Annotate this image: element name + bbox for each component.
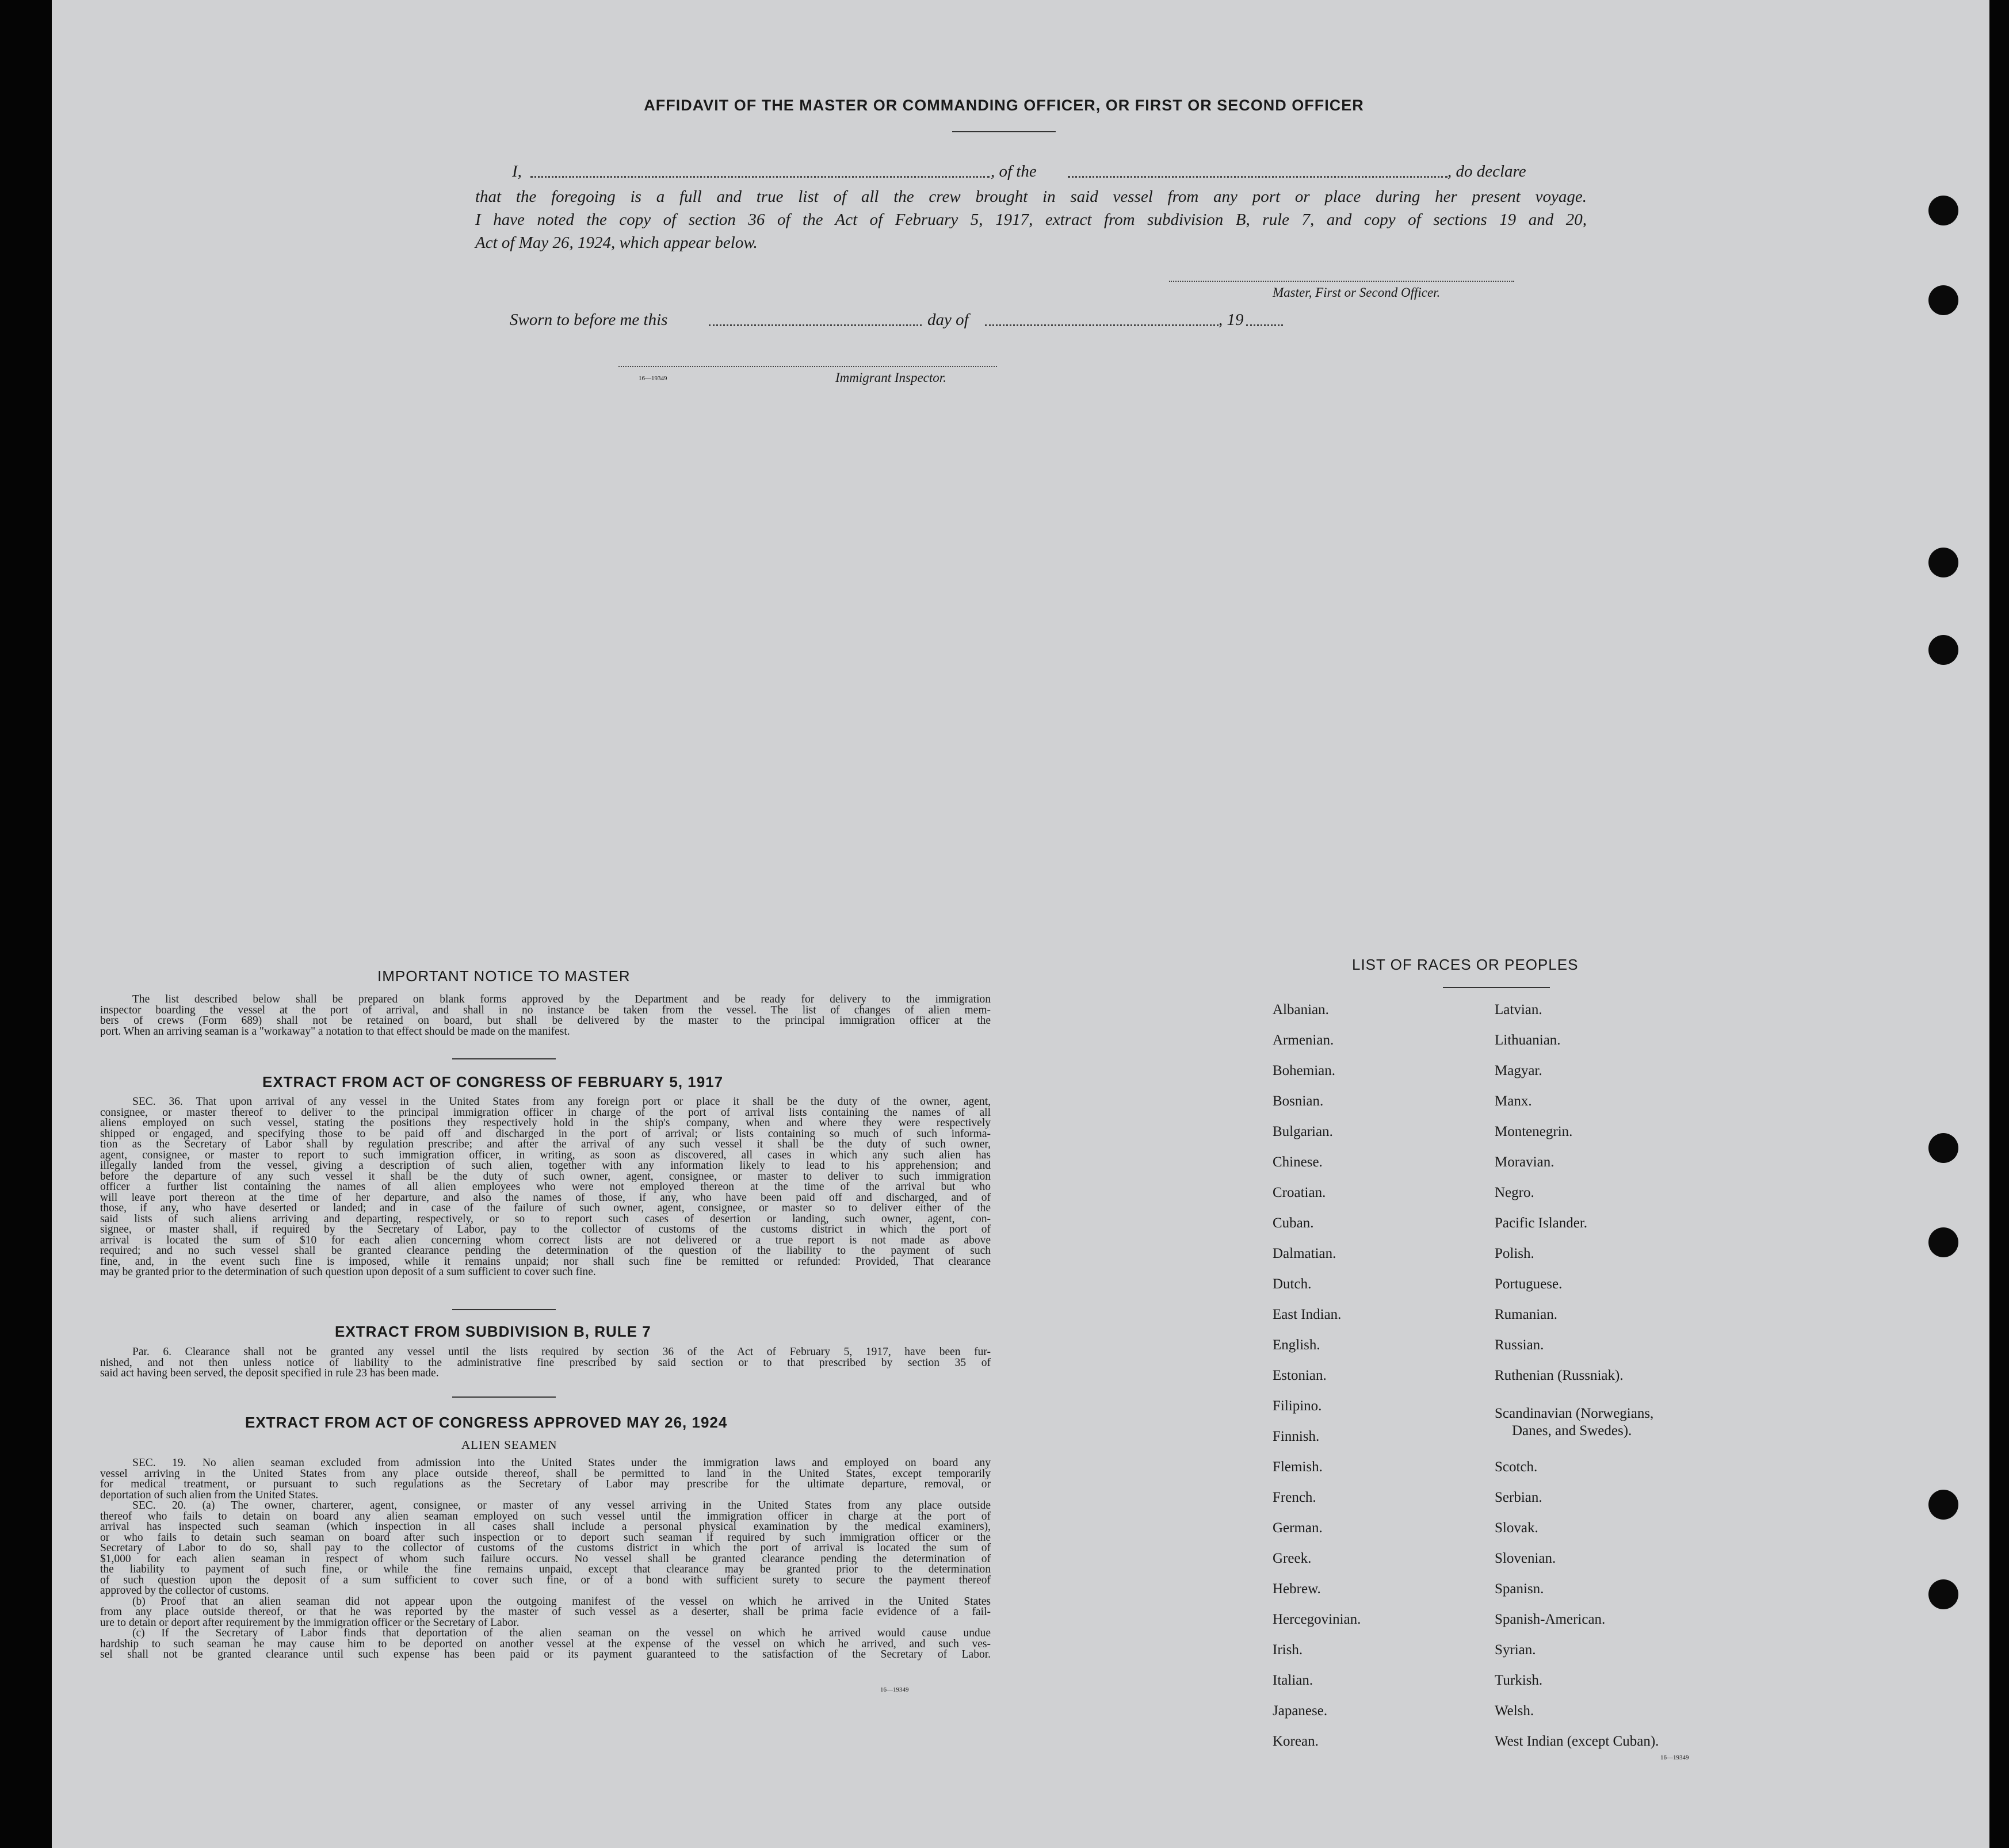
document-page [52,0,1989,1848]
affidavit-line-2: that the foregoing is a full and true list of all the crew brought in said vessel from any port or place during her present voyage. [475,188,1587,206]
text-line: said act having been served, the deposit specified in rule 23 has been made. [100,1368,439,1379]
race-item: Irish. [1273,1642,1303,1658]
text-line: agent, consignee, or master to report to such immigration officer, in writing, as soon as discovered, all cases in which any such alien has [100,1150,991,1161]
text-line: arrival is located the sum of $10 for each alien concerning whom correct lists are not delivered or a true report is not made as above [100,1235,991,1246]
races-form-number: 16—19349 [1660,1754,1689,1761]
text-line: nished, and not then unless notice of liability to the administrative fine prescribed by said section or to that prescribed by section 35 of [100,1357,991,1368]
vessel-blank [1068,176,1447,178]
text-line: SEC. 36. That upon arrival of any vessel in the United States from any foreign port or place it shall be the duty of the owner, agent, [132,1097,991,1108]
sworn-line [510,311,1344,334]
race-item: Montenegrin. [1495,1124,1573,1139]
rule7-title: EXTRACT FROM SUBDIVISION B, RULE 7 [335,1323,651,1340]
text-line: before the departure of any such vessel it shall be the duty of such owner, agent, consignee, or master to deliver to such immigration [100,1171,991,1182]
text-line: sel shall not be granted clearance until such expense has been paid or its payment guaranteed to the satisfaction of the Secretary of Labor. [100,1650,991,1660]
race-item: Chinese. [1273,1154,1323,1170]
affidavit-title-rule [952,131,1056,132]
race-item: Italian. [1273,1673,1313,1688]
race-item: Polish. [1495,1246,1534,1261]
text-line: signee, or master shall, if required by the Secretary of Labor, pay to the collector of customs of the customs district in which the port of [100,1225,991,1235]
race-item: Dutch. [1273,1276,1312,1292]
race-item: Hercegovinian. [1273,1612,1361,1627]
affidavit-line-4: Act of May 26, 1924, which appear below. [475,234,758,252]
race-item: Syrian. [1495,1642,1536,1658]
text-line: those, if any, who have deserted or landed; and in case of the failure of such owner, agent, consignee, or master so to deliver either of the [100,1203,991,1214]
affidavit-i: I, [512,162,522,181]
races-title-rule [1443,987,1550,988]
punch-hole [1928,1227,1958,1257]
race-item: English. [1273,1337,1320,1353]
extract-1924-text [100,1458,991,1660]
race-item: Croatian. [1273,1185,1326,1200]
race-item: Portuguese. [1495,1276,1563,1292]
race-item: Hebrew. [1273,1581,1321,1597]
notice-text [100,994,991,1037]
name-blank [530,176,990,178]
extract-1924-title: EXTRACT FROM ACT OF CONGRESS APPROVED MAY 26, 1924 [245,1414,728,1431]
race-item: Flemish. [1273,1459,1323,1475]
extract-1917-text [100,1097,991,1278]
text-line: required; and no such vessel shall be granted clearance pending the determination of the question of the liability to the payment of such [100,1246,991,1257]
race-item: Turkish. [1495,1673,1543,1688]
notice-title: IMPORTANT NOTICE TO MASTER [377,967,631,985]
affidavit-do-declare: , do declare [1447,162,1526,181]
race-item: Danes, and Swedes). [1512,1423,1632,1438]
punch-hole [1928,1579,1958,1609]
race-item: Moravian. [1495,1154,1555,1170]
text-line: SEC. 19. No alien seaman excluded from admission into the United States under the immigration laws and employed on board any [132,1458,991,1469]
text-line: aliens employed on such vessel, stating the positions they respectively hold in the ship's company, when and where they were respectively [100,1118,991,1129]
text-line: vessel arriving in the United States from any place outside thereof, shall be permitted to land in the United States, except temporarily [100,1468,991,1479]
race-item: Finnish. [1273,1429,1320,1444]
text-line: illegally landed from the vessel, giving a description of such alien, together with any information likely to lead to his apprehension; and [100,1161,991,1172]
race-item: Estonian. [1273,1368,1327,1383]
extract-1924-form-number: 16—19349 [880,1686,909,1693]
race-item: German. [1273,1520,1323,1536]
text-line: hardship to such seaman he may cause him to be deported on another vessel at the expense of the vessel on which he arrived, and such ves- [100,1639,991,1650]
race-item: Slovenian. [1495,1551,1556,1566]
master-signature-line [1169,281,1514,282]
month-blank [985,324,1219,326]
race-item: Spanisn. [1495,1581,1544,1597]
race-item: Pacific Islander. [1495,1215,1588,1231]
text-line: deportation of such alien from the United States. [100,1490,319,1501]
race-item: Ruthenian (Russniak). [1495,1368,1624,1383]
punch-hole [1928,635,1958,665]
text-line: for medical treatment, or pursuant to such regulations as the Secretary of Labor may prescribe for the ultimate departure, removal, or [100,1479,991,1490]
affidavit-of-the: , of the [991,162,1037,181]
race-item: Lithuanian. [1495,1032,1561,1048]
race-item: Magyar. [1495,1063,1542,1078]
race-item: Cuban. [1273,1215,1314,1231]
text-line: said lists of such aliens arriving and departing, respectively, or so to report such cases of desertion or landing, such owner, agent, con- [100,1214,991,1225]
rule7-text [100,1347,991,1379]
race-item: Welsh. [1495,1703,1534,1719]
text-line: Par. 6. Clearance shall not be granted any vessel until the lists required by section 36 of the Act of February 5, 1917, have been fur- [132,1347,991,1358]
race-item: Japanese. [1273,1703,1328,1719]
race-item: Albanian. [1273,1002,1329,1017]
race-item: West Indian (except Cuban). [1495,1734,1659,1749]
race-item: Armenian. [1273,1032,1334,1048]
text-line: (c) If the Secretary of Labor finds that deportation of the alien seaman on the vessel on which he arrived would cause undue [132,1628,991,1639]
inspector-label: Immigrant Inspector. [835,370,946,385]
text-line: consignee, or master thereof to deliver to the principal immigration officer in charge of the port of arrival lists containing the names of all [100,1107,991,1118]
race-item: Slovak. [1495,1520,1538,1536]
punch-hole [1928,285,1958,315]
text-line: tion as the Secretary of Labor shall by regulation prescribe; and after the arrival of any such vessel it shall be the duty of such owner, [100,1139,991,1150]
race-item: Greek. [1273,1551,1312,1566]
text-line: fine, and, in the event such fine is imposed, while it remains unpaid; nor shall such fine be remitted or refunded: Provided, That clearance [100,1256,991,1267]
text-line: the liability to payment of such fine, or while the fine remains unpaid, except that clearance may be granted prior to the determination [100,1564,991,1575]
year-blank [1246,324,1283,326]
inspector-signature-line [618,366,997,367]
race-item: East Indian. [1273,1307,1342,1322]
punch-hole [1928,196,1958,225]
races-title: LIST OF RACES OR PEOPLES [1352,956,1579,973]
punch-hole [1928,1490,1958,1520]
race-item: Bohemian. [1273,1063,1336,1078]
text-line: $1,000 for each alien seaman in respect of whom such failure occurs. No vessel shall be granted clearance pending the determination of [100,1554,991,1564]
extract-1924-subtitle: ALIEN SEAMEN [461,1438,557,1452]
text-line: shipped or engaged, and specifying those to be paid off and discharged in the port of arrival; or lists containing so much of such informa- [100,1128,991,1139]
race-item: Dalmatian. [1273,1246,1336,1261]
race-item: Filipino. [1273,1398,1322,1414]
text-line: officer a further list containing the names of all alien employees who were not employed thereon at the time of the arrival but who [100,1182,991,1193]
text-line: will leave port thereon at the time of her departure, and also the names of those, if any, who have been paid off and discharged, and of [100,1192,991,1203]
sworn-day-blank [709,324,922,326]
day-of-text: day of [927,311,969,329]
rule7-rule [452,1396,556,1398]
race-item: Manx. [1495,1093,1532,1109]
text-line: ure to detain or deport after requirement by the immigration officer or the Secretary of Labor. [100,1617,520,1628]
race-item: Scandinavian (Norwegians, [1495,1406,1654,1421]
extract-1917-rule [452,1309,556,1310]
race-item: Scotch. [1495,1459,1538,1475]
master-signature-label: Master, First or Second Officer. [1273,285,1441,300]
affidavit-title: AFFIDAVIT OF THE MASTER OR COMMANDING OFFICER, OR FIRST OR SECOND OFFICER [644,97,1364,114]
text-line: thereof who fails to detain on board any alien seaman employed on such vessel until the immigration officer in charge at the port of [100,1511,991,1522]
affidavit-form-number: 16—19349 [639,375,667,382]
race-item: Russian. [1495,1337,1544,1353]
text-line: arrival has inspected such seaman (which inspection in all cases shall include a personal physical examination by the medical examiners), [100,1522,991,1533]
race-item: Bulgarian. [1273,1124,1333,1139]
race-item: Negro. [1495,1185,1534,1200]
punch-hole [1928,548,1958,577]
text-line: may be granted prior to the determination of such question upon deposit of a sum sufficient to cover such fine. [100,1267,596,1278]
text-line: port. When an arriving seaman is a "workaway" a notation to that effect should be made on the manifest. [100,1026,570,1037]
text-line: or who fails to detain such seaman on board after such inspection or to deport such seaman if required by such immigration officer or the [100,1532,991,1543]
race-item: French. [1273,1490,1316,1505]
text-line: (b) Proof that an alien seaman did not appear upon the outgoing manifest of the vessel on which he arrived in the United States [132,1596,991,1607]
text-line: The list described below shall be prepared on blank forms approved by the Department and be ready for delivery to the immigration [132,994,991,1005]
text-line: inspector boarding the vessel at the port of arrival, and shall in no instance be taken from the vessel. The list of changes of alien mem- [100,1005,991,1016]
race-item: Korean. [1273,1734,1319,1749]
text-line: Secretary of Labor to do so, shall pay to the collector of customs of the customs district in which the port of arrival is located the sum of [100,1543,991,1554]
text-line: approved by the collector of customs. [100,1586,269,1597]
race-item: Bosnian. [1273,1093,1324,1109]
affidavit-line-3: I have noted the copy of section 36 of the Act of February 5, 1917, extract from subdivision B, rule 7, and copy of sections 19 and 20, [475,211,1587,229]
races-left-column [1273,1002,1474,1761]
text-line: of such question upon the deposit of a sum sufficient to cover such fine, or of a bond with sufficient surety to secure the payment thereof [100,1575,991,1586]
races-right-column [1495,1002,1759,1761]
race-item: Serbian. [1495,1490,1542,1505]
race-item: Latvian. [1495,1002,1542,1017]
race-item: Spanish-American. [1495,1612,1606,1627]
punch-hole [1928,1133,1958,1163]
text-line: from any place outside thereof, or that he was reported by the master of such vessel as a deserter, shall be prima facie evidence of a fail- [100,1607,991,1618]
affidavit-line-1 [512,162,1588,185]
text-line: bers of crews (Form 689) shall not be retained on board, but shall be delivered by the master to the principal immigration officer at the [100,1016,991,1027]
year-text: , 19 [1219,311,1244,329]
notice-rule [452,1058,556,1059]
race-item: Rumanian. [1495,1307,1558,1322]
text-line: SEC. 20. (a) The owner, charterer, agent, consignee, or master of any vessel arriving in the United States from any place outside [132,1501,991,1512]
sworn-text: Sworn to before me this [510,311,668,329]
extract-1917-title: EXTRACT FROM ACT OF CONGRESS OF FEBRUARY 5, 1917 [262,1073,724,1091]
